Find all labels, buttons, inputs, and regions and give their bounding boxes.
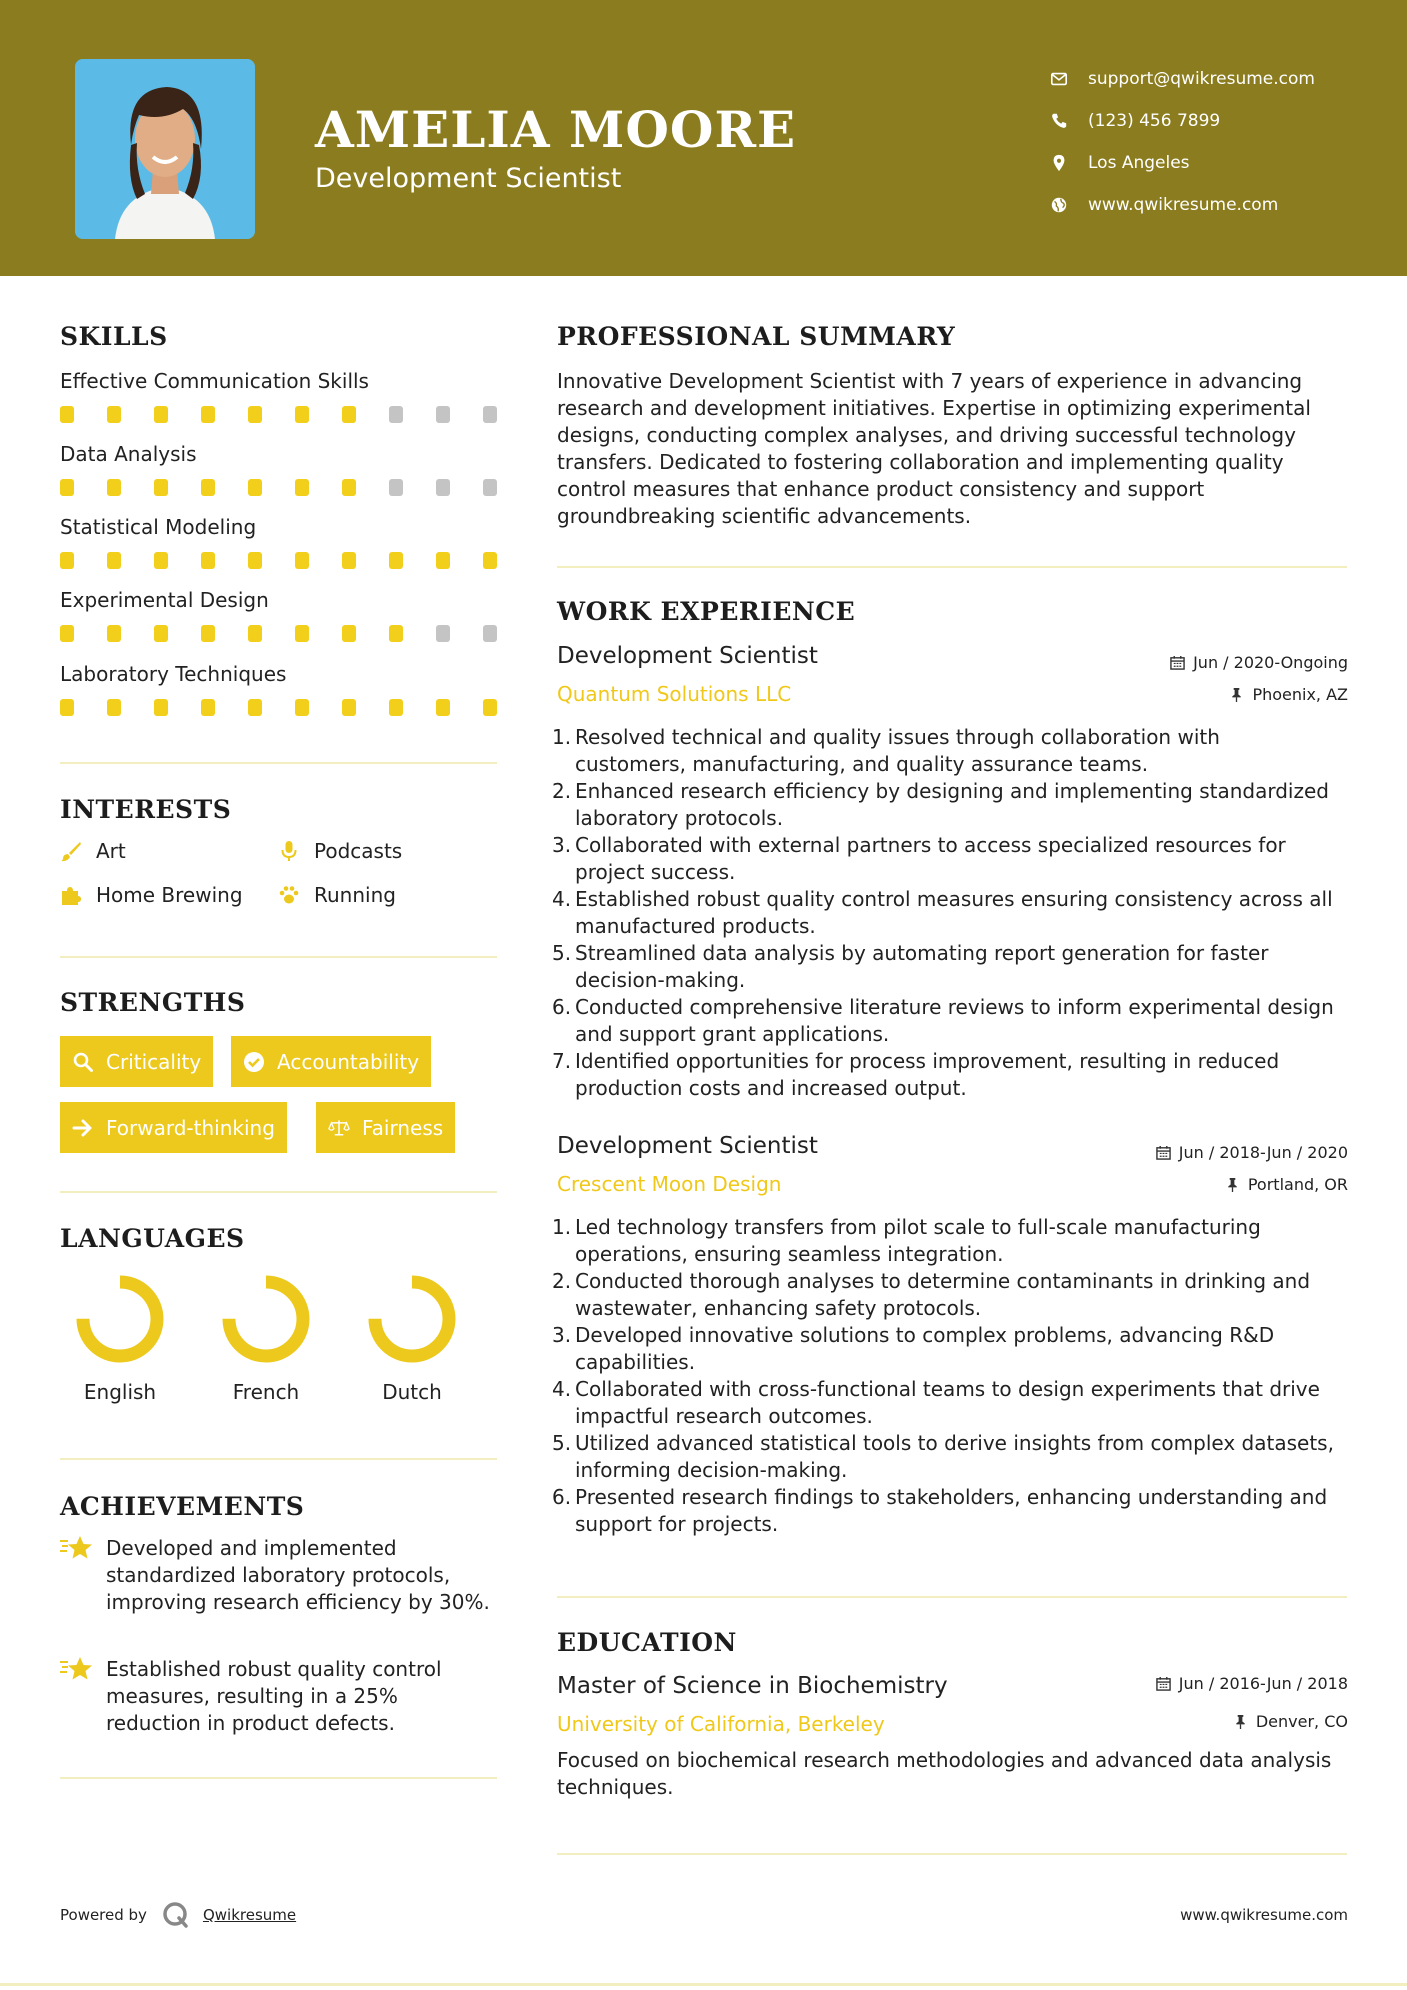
rating-dot-filled — [248, 699, 262, 716]
interests-heading: INTERESTS — [60, 795, 232, 824]
job-dates-text: Jun / 2020-Ongoing — [1193, 653, 1348, 672]
job-bullets — [552, 724, 1337, 1102]
job-bullet — [552, 1484, 1337, 1538]
bullet-number: 2. — [552, 1269, 572, 1293]
bullet-number: 1. — [552, 725, 572, 749]
bottom-border — [0, 1983, 1407, 1986]
rating-dot-empty — [389, 406, 403, 423]
achievement-item — [60, 1535, 490, 1616]
language-label: English — [83, 1380, 157, 1404]
check-circle-icon — [243, 1051, 265, 1073]
job-bullet — [552, 886, 1337, 940]
rating-dot-filled — [107, 552, 121, 569]
map-pin-icon — [1050, 154, 1068, 172]
language-ring-arc — [83, 1282, 157, 1356]
language-item — [206, 1272, 326, 1404]
rating-dot-filled — [389, 552, 403, 569]
rating-dot-empty — [389, 479, 403, 496]
education-heading: EDUCATION — [557, 1628, 737, 1657]
rating-dot-empty — [436, 625, 450, 642]
job-location — [1229, 685, 1348, 704]
strengths-heading: STRENGTHS — [60, 988, 246, 1017]
contact-email[interactable] — [1050, 58, 1315, 100]
achievements-heading: ACHIEVEMENTS — [60, 1492, 305, 1521]
pushpin-icon — [1229, 687, 1244, 702]
strength-badge — [231, 1036, 431, 1087]
section-divider — [60, 1458, 497, 1460]
microphone-icon — [278, 840, 300, 862]
bullet-number: 7. — [552, 1049, 572, 1073]
globe-icon — [1050, 196, 1068, 214]
job-bullets — [552, 1214, 1337, 1538]
resume-header — [0, 0, 1407, 276]
interest-label: Running — [314, 883, 396, 907]
balance-scale-icon — [328, 1117, 350, 1139]
powered-by-text: Powered by — [60, 1906, 147, 1924]
rating-dot-filled — [295, 406, 309, 423]
bullet-number: 3. — [552, 833, 572, 857]
bullet-text: Established robust quality control measures ensuring consistency across all manufactured products. — [575, 887, 1333, 938]
skill-label: Effective Communication Skills — [60, 369, 369, 393]
language-ring-arc — [375, 1282, 449, 1356]
job-bullet — [552, 1322, 1337, 1376]
paintbrush-icon — [60, 840, 82, 862]
section-divider — [60, 762, 497, 764]
language-label: Dutch — [382, 1380, 442, 1404]
rating-dot-filled — [342, 552, 356, 569]
job-company: Crescent Moon Design — [557, 1172, 782, 1196]
rating-dot-filled — [154, 699, 168, 716]
language-ring-arc — [229, 1282, 303, 1356]
calendar-icon — [1170, 655, 1185, 670]
skill-rating — [60, 625, 530, 642]
rating-dot-filled — [342, 406, 356, 423]
pushpin-icon — [1233, 1714, 1248, 1729]
section-divider — [60, 1777, 497, 1779]
education-location — [1233, 1712, 1348, 1731]
profile-photo — [75, 59, 255, 239]
strength-label: Accountability — [277, 1049, 420, 1074]
language-label: French — [232, 1380, 300, 1404]
skill-label: Laboratory Techniques — [60, 662, 287, 686]
strength-label: Forward-thinking — [106, 1115, 275, 1140]
job-dates — [1156, 1143, 1348, 1162]
strength-badge — [60, 1036, 213, 1087]
paw-icon — [278, 884, 300, 906]
star-icon — [60, 1654, 94, 1684]
section-divider — [557, 1596, 1347, 1598]
job-role: Development Scientist — [557, 1133, 818, 1159]
experience-heading: WORK EXPERIENCE — [557, 597, 856, 626]
search-icon — [72, 1051, 94, 1073]
languages-heading: LANGUAGES — [60, 1224, 245, 1253]
interest-label: Art — [96, 839, 126, 863]
summary-heading: PROFESSIONAL SUMMARY — [557, 322, 956, 351]
education-degree: Master of Science in Biochemistry — [557, 1673, 948, 1699]
interest-label: Home Brewing — [96, 883, 243, 907]
interest-item — [60, 883, 243, 907]
rating-dot-filled — [107, 699, 121, 716]
contact-website[interactable] — [1050, 184, 1315, 226]
pushpin-icon — [1225, 1177, 1240, 1192]
rating-dot-filled — [483, 699, 497, 716]
rating-dot-filled — [154, 406, 168, 423]
bullet-number: 5. — [552, 941, 572, 965]
arrow-right-icon — [72, 1117, 94, 1139]
job-bullet — [552, 724, 1337, 778]
job-company: Quantum Solutions LLC — [557, 682, 792, 706]
job-dates-text: Jun / 2018-Jun / 2020 — [1178, 1143, 1348, 1162]
section-divider — [557, 1853, 1347, 1855]
rating-dot-filled — [107, 406, 121, 423]
section-divider — [60, 956, 497, 958]
candidate-name: AMELIA MOORE — [315, 100, 797, 159]
skill-rating — [60, 479, 530, 496]
contact-location-text: Los Angeles — [1088, 153, 1190, 173]
skill-rating — [60, 552, 530, 569]
rating-dot-filled — [60, 406, 74, 423]
job-bullet — [552, 1214, 1337, 1268]
bullet-text: Streamlined data analysis by automating report generation for faster decision-making. — [575, 941, 1269, 992]
rating-dot-empty — [483, 406, 497, 423]
job-bullet — [552, 940, 1337, 994]
candidate-title: Development Scientist — [315, 163, 622, 194]
rating-dot-filled — [60, 479, 74, 496]
bullet-text: Collaborated with cross-functional teams to design experiments that drive impactful research outcomes. — [575, 1377, 1320, 1428]
contact-website-text: www.qwikresume.com — [1088, 195, 1279, 215]
rating-dot-filled — [389, 625, 403, 642]
skills-heading: SKILLS — [60, 322, 168, 351]
contact-phone-text: (123) 456 7899 — [1088, 111, 1221, 131]
rating-dot-filled — [201, 479, 215, 496]
interest-item — [60, 839, 126, 863]
bullet-text: Led technology transfers from pilot scale to full-scale manufacturing operations, ensuring seamless integration. — [575, 1215, 1261, 1266]
rating-dot-filled — [436, 699, 450, 716]
language-progress-ring — [365, 1272, 459, 1366]
rating-dot-filled — [342, 479, 356, 496]
bullet-text: Utilized advanced statistical tools to derive insights from complex datasets, informing decision-making. — [575, 1431, 1334, 1482]
rating-dot-filled — [107, 625, 121, 642]
strength-label: Fairness — [362, 1115, 444, 1140]
contact-phone[interactable] — [1050, 100, 1315, 142]
job-location — [1225, 1175, 1348, 1194]
rating-dot-empty — [436, 406, 450, 423]
puzzle-icon — [60, 884, 82, 906]
rating-dot-filled — [201, 625, 215, 642]
job-bullet — [552, 1048, 1337, 1102]
bullet-number: 1. — [552, 1215, 572, 1239]
bullet-text: Conducted thorough analyses to determine contaminants in drinking and wastewater, enhancing safety protocols. — [575, 1269, 1311, 1320]
strength-badge — [60, 1102, 287, 1153]
bullet-text: Conducted comprehensive literature reviews to inform experimental design and support grant applications. — [575, 995, 1334, 1046]
rating-dot-filled — [154, 625, 168, 642]
skill-rating — [60, 699, 530, 716]
rating-dot-filled — [201, 552, 215, 569]
rating-dot-empty — [483, 625, 497, 642]
skill-label: Statistical Modeling — [60, 515, 257, 539]
contact-email-text: support@qwikresume.com — [1088, 69, 1315, 89]
contact-location — [1050, 142, 1315, 184]
envelope-icon — [1050, 70, 1068, 88]
rating-dot-empty — [436, 479, 450, 496]
rating-dot-filled — [248, 625, 262, 642]
education-school: University of California, Berkeley — [557, 1712, 885, 1736]
bullet-number: 6. — [552, 1485, 572, 1509]
rating-dot-filled — [107, 479, 121, 496]
rating-dot-filled — [295, 552, 309, 569]
education-dates-text: Jun / 2016-Jun / 2018 — [1178, 1674, 1348, 1693]
rating-dot-filled — [295, 625, 309, 642]
section-divider — [557, 566, 1347, 568]
language-progress-ring — [73, 1272, 167, 1366]
job-location-text: Phoenix, AZ — [1252, 685, 1348, 704]
strength-label: Criticality — [106, 1049, 202, 1074]
rating-dot-filled — [342, 625, 356, 642]
interest-label: Podcasts — [314, 839, 403, 863]
rating-dot-filled — [154, 479, 168, 496]
rating-dot-filled — [436, 552, 450, 569]
job-bullet — [552, 778, 1337, 832]
education-dates — [1156, 1674, 1348, 1693]
rating-dot-empty — [483, 479, 497, 496]
rating-dot-filled — [248, 406, 262, 423]
skill-label: Experimental Design — [60, 588, 269, 612]
achievement-text: Established robust quality control measures, resulting in a 25% reduction in product defects. — [106, 1657, 442, 1735]
rating-dot-filled — [295, 699, 309, 716]
contact-list — [1050, 58, 1315, 226]
job-dates — [1170, 653, 1348, 672]
rating-dot-filled — [154, 552, 168, 569]
bullet-number: 5. — [552, 1431, 572, 1455]
skill-rating — [60, 406, 530, 423]
star-icon — [60, 1533, 94, 1563]
job-role: Development Scientist — [557, 643, 818, 669]
bullet-number: 2. — [552, 779, 572, 803]
bullet-number: 6. — [552, 995, 572, 1019]
footer-website[interactable]: www.qwikresume.com — [1180, 1906, 1348, 1924]
bullet-text: Identified opportunities for process improvement, resulting in reduced production costs and increased output. — [575, 1049, 1280, 1100]
education-description: Focused on biochemical research methodologies and advanced data analysis techniques. — [557, 1748, 1332, 1799]
bullet-text: Presented research findings to stakeholders, enhancing understanding and support for projects. — [575, 1485, 1328, 1536]
portrait-image — [75, 59, 255, 239]
strength-badge — [316, 1102, 455, 1153]
language-item — [352, 1272, 472, 1404]
phone-icon — [1050, 112, 1068, 130]
language-progress-ring — [219, 1272, 313, 1366]
section-divider — [60, 1191, 497, 1193]
rating-dot-filled — [342, 699, 356, 716]
skill-label: Data Analysis — [60, 442, 197, 466]
footer-powered-by — [60, 1900, 296, 1930]
rating-dot-filled — [60, 699, 74, 716]
rating-dot-filled — [295, 479, 309, 496]
bullet-text: Developed innovative solutions to complex problems, advancing R&D capabilities. — [575, 1323, 1275, 1374]
rating-dot-filled — [248, 479, 262, 496]
achievement-item — [60, 1656, 490, 1737]
job-bullet — [552, 994, 1337, 1048]
qwikresume-link[interactable]: Qwikresume — [202, 1906, 297, 1924]
bullet-number: 4. — [552, 887, 572, 911]
summary-text: Innovative Development Scientist with 7 years of experience in advancing research and development initiatives. Expertise in optimizing experimental designs, conducting complex analyses, and driving successful technology transfers. Dedicated to fostering collaboration and implementing quality control measures that enhance product consistency and support groundbreaking scientific advancements. — [557, 369, 1311, 528]
calendar-icon — [1156, 1145, 1171, 1160]
job-location-text: Portland, OR — [1247, 1175, 1348, 1194]
job-bullet — [552, 1430, 1337, 1484]
rating-dot-filled — [60, 552, 74, 569]
bullet-text: Resolved technical and quality issues through collaboration with customers, manufacturing, and quality assurance teams. — [575, 725, 1220, 776]
rating-dot-filled — [248, 552, 262, 569]
rating-dot-filled — [483, 552, 497, 569]
bullet-number: 4. — [552, 1377, 572, 1401]
calendar-icon — [1156, 1676, 1171, 1691]
interest-item — [278, 839, 402, 863]
rating-dot-filled — [201, 406, 215, 423]
education-location-text: Denver, CO — [1255, 1712, 1348, 1731]
achievement-text: Developed and implemented standardized laboratory protocols, improving research efficiency by 30%. — [106, 1536, 490, 1614]
language-item — [60, 1272, 180, 1404]
bullet-number: 3. — [552, 1323, 572, 1347]
rating-dot-filled — [389, 699, 403, 716]
job-bullet — [552, 1268, 1337, 1322]
rating-dot-filled — [201, 699, 215, 716]
qwikresume-logo-icon — [161, 1900, 191, 1930]
bullet-text: Collaborated with external partners to access specialized resources for project success. — [575, 833, 1286, 884]
job-bullet — [552, 1376, 1337, 1430]
interest-item — [278, 883, 396, 907]
job-bullet — [552, 832, 1337, 886]
bullet-text: Enhanced research efficiency by designing and implementing standardized laboratory protocols. — [575, 779, 1329, 830]
rating-dot-filled — [60, 625, 74, 642]
